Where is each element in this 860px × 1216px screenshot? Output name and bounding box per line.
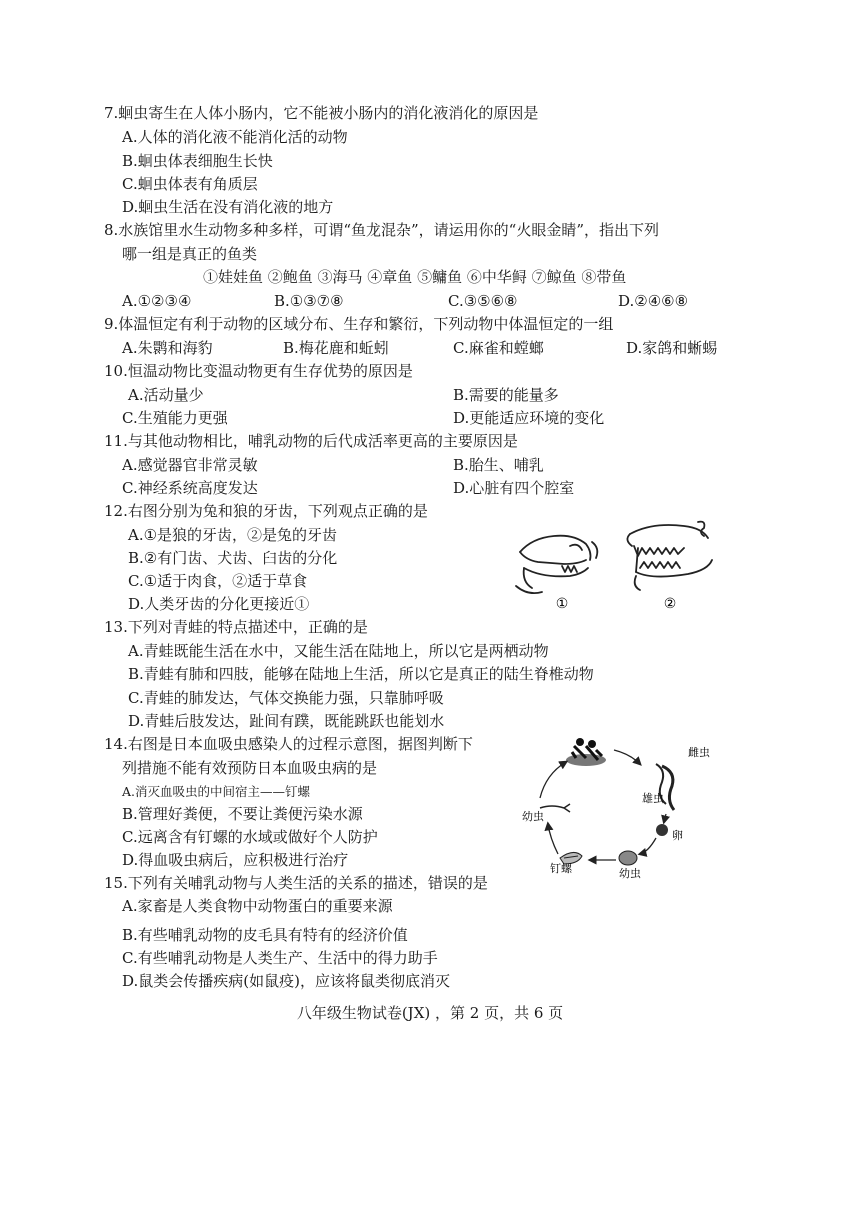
q8-stem-line2: 哪一组是真正的鱼类 — [122, 245, 258, 263]
q11-option-a: A.感觉器官非常灵敏 — [122, 456, 258, 474]
q12-option-c: C.①适于肉食，②适于草食 — [128, 572, 308, 590]
q13-option-c: C.青蛙的肺发达，气体交换能力强，只靠肺呼吸 — [128, 689, 444, 707]
q11-stem: 11.与其他动物相比，哺乳动物的后代成活率更高的主要原因是 — [104, 432, 518, 450]
q14-option-d: D.得血吸虫病后，应积极进行治疗 — [122, 851, 349, 869]
q12-option-d: D.人类牙齿的分化更接近① — [128, 595, 310, 613]
male-worm-label: 雄虫 — [642, 792, 664, 805]
q14-option-b: B.管理好粪便，不要让粪便污染水源 — [122, 805, 363, 823]
skull-2-drawing — [627, 522, 712, 590]
q13-option-a: A.青蛙既能生活在水中，又能生活在陆地上，所以它是两栖动物 — [128, 642, 549, 660]
q7-option-b: B.蛔虫体表细胞生长快 — [122, 152, 273, 170]
q11-option-c: C.神经系统高度发达 — [122, 479, 258, 497]
q7-option-d: D.蛔虫生活在没有消化液的地方 — [122, 198, 334, 216]
q14-stem-line1: 14.右图是日本血吸虫感染人的过程示意图，据图判断下 — [104, 735, 473, 753]
cycle-arrows — [540, 750, 666, 860]
schistosome-lifecycle-figure — [516, 730, 722, 880]
q7-option-c: C.蛔虫体表有角质层 — [122, 175, 258, 193]
egg-icon — [656, 824, 668, 836]
female-worm-label: 雌虫 — [688, 746, 710, 759]
larva-right-label: 幼虫 — [619, 867, 641, 880]
lifecycle-diagram — [516, 730, 722, 880]
q7-stem: 7.蛔虫寄生在人体小肠内，它不能被小肠内的消化液消化的原因是 — [104, 104, 539, 122]
q10-option-a: A.活动量少 — [128, 386, 204, 404]
q9-stem: 9.体温恒定有利于动物的区域分布、生存和繁衍，下列动物中体温恒定的一组 — [104, 315, 614, 333]
q14-option-c: C.远离含有钉螺的水域或做好个人防护 — [122, 828, 378, 846]
q10-option-d: D.更能适应环境的变化 — [453, 409, 605, 427]
q15-option-a: A.家畜是人类食物中动物蛋白的重要来源 — [122, 897, 393, 915]
q8-option-d: D.②④⑥⑧ — [618, 292, 689, 310]
skull-1-label: ① — [555, 596, 569, 612]
q13-stem: 13.下列对青蛙的特点描述中，正确的是 — [104, 618, 368, 636]
cercaria-icon — [540, 804, 570, 812]
skull-1-drawing — [516, 536, 597, 593]
q9-option-c: C.麻雀和螳螂 — [453, 339, 544, 357]
q8-option-b: B.①③⑦⑧ — [274, 292, 344, 310]
q9-option-a: A.朱鹮和海豹 — [122, 339, 213, 357]
q15-option-b: B.有些哺乳动物的皮毛具有特有的经济价值 — [122, 926, 408, 944]
skull-teeth-figure — [512, 512, 722, 612]
skull-2-label: ② — [663, 596, 677, 612]
q12-stem: 12.右图分别为兔和狼的牙齿，下列观点正确的是 — [104, 502, 428, 520]
q15-option-d: D.鼠类会传播疾病(如鼠疫)，应该将鼠类彻底消灭 — [122, 972, 450, 990]
q10-stem: 10.恒温动物比变温动物更有生存优势的原因是 — [104, 362, 413, 380]
q9-option-b: B.梅花鹿和蚯蚓 — [283, 339, 389, 357]
q13-option-b: B.青蛙有肺和四肢，能够在陆地上生活，所以它是真正的陆生脊椎动物 — [128, 665, 594, 683]
skull-drawings — [512, 512, 722, 612]
q11-option-b: B.胎生、哺乳 — [453, 456, 544, 474]
q12-option-b: B.②有门齿、犬齿、臼齿的分化 — [128, 549, 338, 567]
larva-left-label: 幼虫 — [522, 810, 544, 823]
miracidium-icon — [619, 851, 637, 865]
q8-option-a: A.①②③④ — [122, 292, 192, 310]
q10-option-b: B.需要的能量多 — [453, 386, 559, 404]
q12-option-a: A.①是狼的牙齿，②是兔的牙齿 — [128, 526, 338, 544]
q13-option-d: D.青蛙后肢发达，趾间有蹼，既能跳跃也能划水 — [128, 712, 445, 730]
egg-label: 卵 — [672, 829, 683, 842]
q8-option-c: C.③⑤⑥⑧ — [448, 292, 518, 310]
q15-stem: 15.下列有关哺乳动物与人类生活的关系的描述，错误的是 — [104, 874, 488, 892]
human-host-icon — [566, 738, 606, 766]
q14-stem-line2: 列措施不能有效预防日本血吸虫病的是 — [122, 759, 378, 777]
q15-option-c: C.有些哺乳动物是人类生产、生活中的得力助手 — [122, 949, 438, 967]
q14-option-a: A.消灭血吸虫的中间宿主——钉螺 — [122, 784, 311, 799]
q8-stem-line1: 8.水族馆里水生动物多种多样，可谓“鱼龙混杂”，请运用你的“火眼金睛”，指出下列 — [104, 221, 659, 239]
page-footer: 八年级生物试卷(JX) ，第 2 页，共 6 页 — [296, 1004, 564, 1022]
q10-option-c: C.生殖能力更强 — [122, 409, 228, 427]
q8-items: ①娃娃鱼 ②鲍鱼 ③海马 ④章鱼 ⑤鳙鱼 ⑥中华鲟 ⑦鲸鱼 ⑧带鱼 — [203, 268, 627, 286]
q11-option-d: D.心脏有四个腔室 — [453, 479, 575, 497]
q7-option-a: A.人体的消化液不能消化活的动物 — [122, 128, 348, 146]
q9-option-d: D.家鸽和蜥蜴 — [626, 339, 718, 357]
snail-label: 钉螺 — [550, 862, 572, 875]
